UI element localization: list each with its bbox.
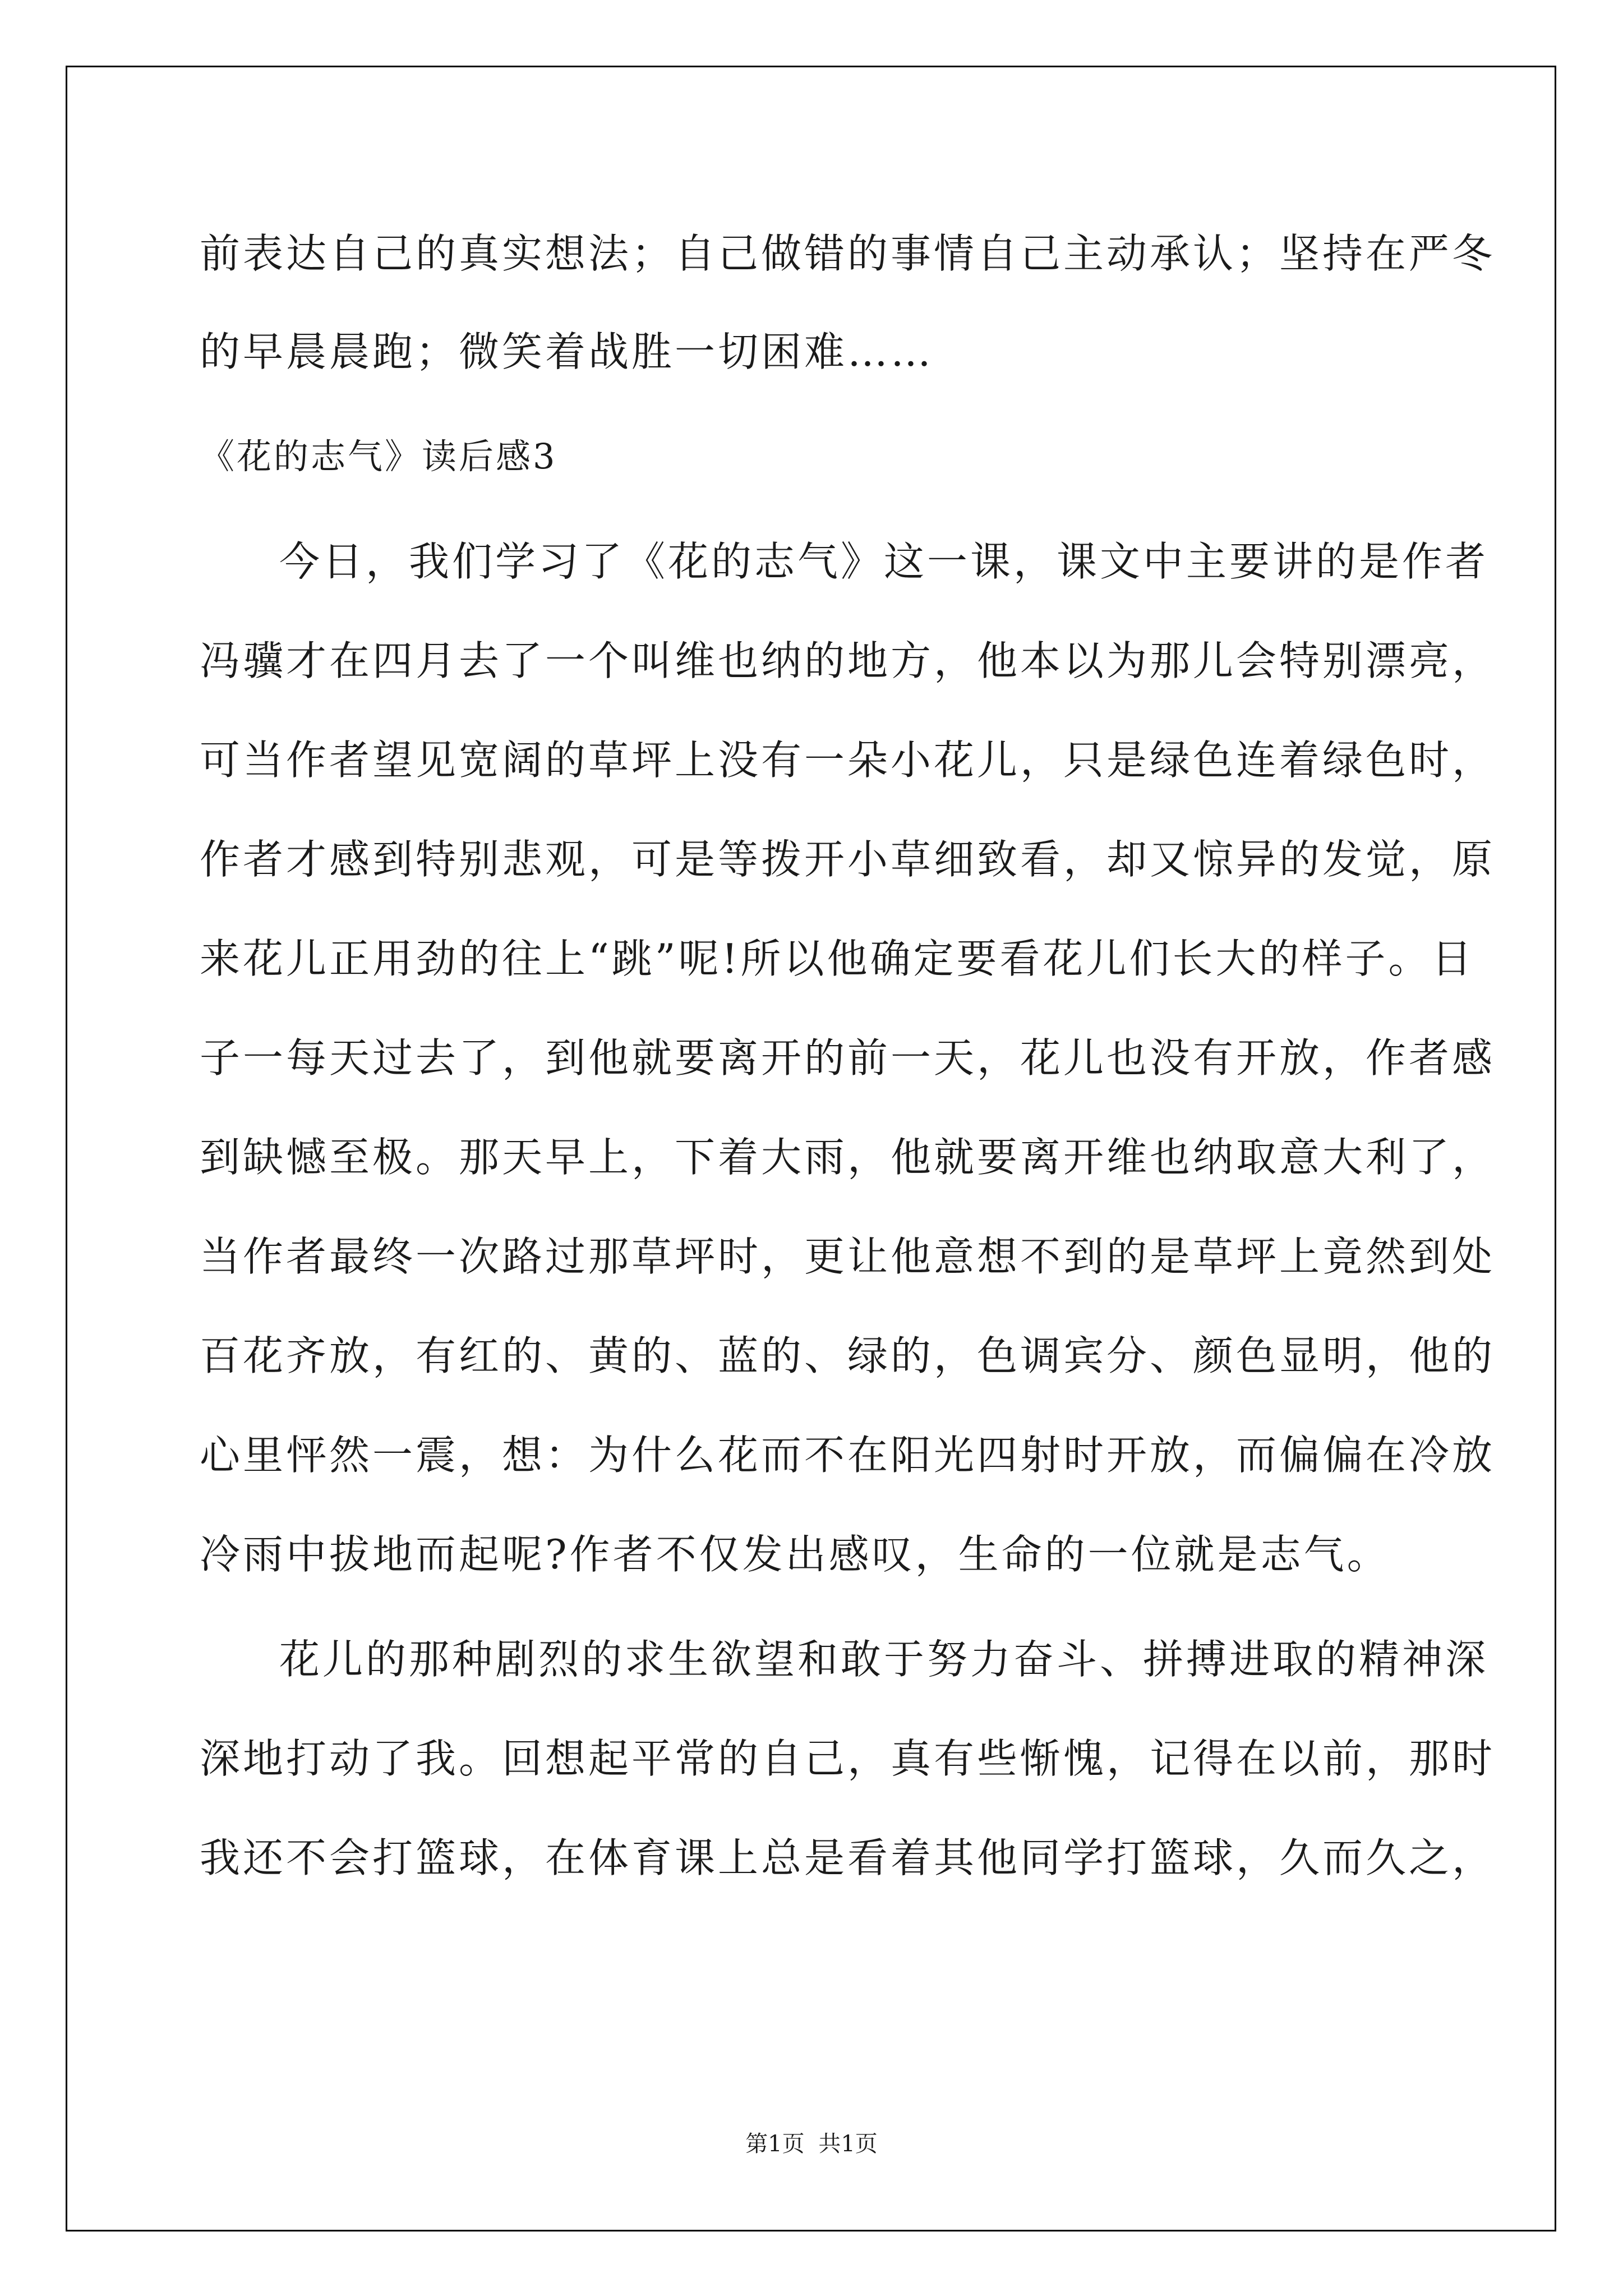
body-line: 当作者最终一次路过那草坪时，更让他意想不到的是草坪上竟然到处 [200,1233,1496,1280]
page-number: 第1页 [745,2131,805,2157]
page-footer [0,2129,1623,2159]
body-line: 的早晨晨跑；微笑着战胜一切困难…… [200,328,934,375]
paragraph-start-line: 今日，我们学习了《花的志气》这一课，课文中主要讲的是作者 [279,538,1489,585]
body-line: 子一每天过去了，到他就要离开的前一天，花儿也没有开放，作者感 [200,1034,1496,1082]
body-line: 我还不会打篮球，在体育课上总是看着其他同学打篮球，久而久之， [200,1834,1496,1881]
body-line: 作者才感到特别悲观，可是等拨开小草细致看，却又惊异的发觉，原 [200,836,1496,883]
page-total: 共1页 [818,2131,878,2157]
body-line: 前表达自己的真实想法；自己做错的事情自己主动承认；坚持在严冬 [200,230,1496,277]
body-line: 可当作者望见宽阔的草坪上没有一朵小花儿，只是绿色连着绿色时， [200,737,1496,784]
body-line: 冯骥才在四月去了一个叫维也纳的地方，他本以为那儿会特别漂亮， [200,637,1496,684]
body-line: 冷雨中拔地而起呢?作者不仅发出感叹，生命的一位就是志气。 [200,1531,1390,1578]
paragraph-start-line: 花儿的那种剧烈的求生欲望和敢于努力奋斗、拼搏进取的精神深 [279,1636,1489,1683]
body-line: 来花儿正用劲的往上“跳”呢!所以他确定要看花儿们长大的样子。日 [200,935,1475,982]
body-line: 到缺憾至极。那天早上，下着大雨，他就要离开维也纳取意大利了， [200,1134,1496,1181]
body-line: 百花齐放，有红的、黄的、蓝的、绿的，色调宾分、颜色显明，他的 [200,1332,1496,1379]
section-heading: 《花的志气》读后感3 [200,436,557,477]
body-line: 心里怦然一震，想：为什么花而不在阳光四射时开放，而偏偏在冷放 [200,1432,1496,1479]
body-line: 深地打动了我。回想起平常的自己，真有些惭愧，记得在以前，那时 [200,1735,1496,1782]
